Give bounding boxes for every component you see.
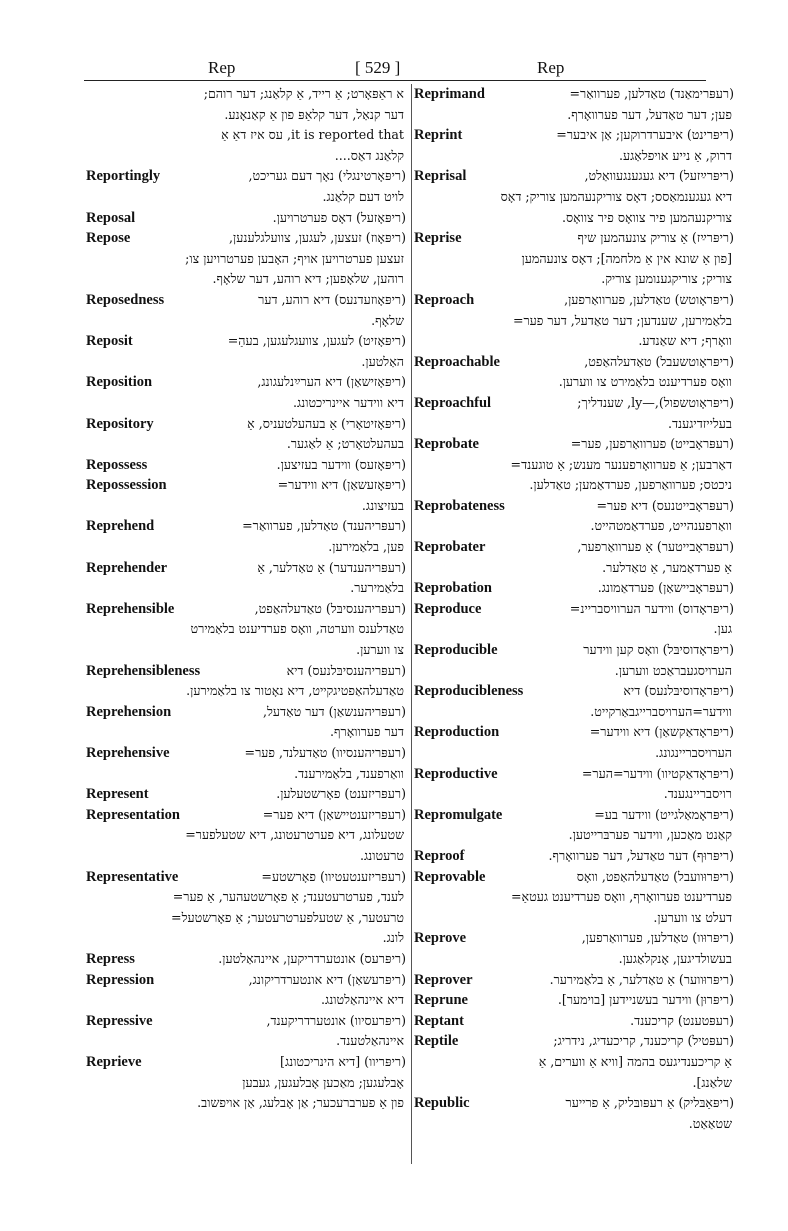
entry-first-line bbox=[86, 970, 406, 991]
entry-first-line bbox=[414, 228, 734, 249]
definition-line: פון אַ פערברעכער; אַן אָבלעג, אַן אויפשוב. bbox=[197, 1095, 404, 1111]
definition-line: שלאַנג]. bbox=[692, 1074, 732, 1090]
dictionary-entry-reprehension bbox=[86, 702, 406, 743]
definition-line: (ריפּראָדוסיבּל) וואָס קען ווידער bbox=[583, 642, 734, 658]
dictionary-entry-reproof bbox=[414, 846, 734, 867]
entry-first-line bbox=[414, 1093, 734, 1114]
entry-first-line bbox=[414, 84, 734, 105]
left-column bbox=[86, 84, 406, 1114]
dictionary-entry-reposal bbox=[86, 208, 406, 229]
running-head-right: Rep bbox=[537, 58, 565, 77]
dictionary-entry-reproachful bbox=[414, 393, 734, 434]
entry-first-line bbox=[414, 290, 734, 311]
dictionary-entry-reprehensive bbox=[86, 743, 406, 784]
definition-line: (רעפּריהענשאַן) דער טאַדעל, bbox=[263, 703, 406, 719]
headword: Repression bbox=[86, 971, 155, 988]
entry-first-line bbox=[86, 331, 406, 352]
dictionary-entry-repressive bbox=[86, 1011, 406, 1052]
entry-first-line bbox=[414, 990, 734, 1011]
entry-first-line bbox=[414, 1031, 734, 1052]
headword: Reprove bbox=[414, 930, 467, 947]
dictionary-entry-repression bbox=[86, 970, 406, 1011]
definition-line: טרעטער, אַ שטעלפערטרעטער; אַ פאָרשטעל= bbox=[171, 909, 404, 925]
dictionary-entry-reprobate bbox=[414, 434, 734, 496]
dictionary-entry-reposit bbox=[86, 331, 406, 372]
definition-line: (רעפּטיל) קריכענד, קריכעדיג, נידריג; bbox=[553, 1033, 734, 1049]
definition-line: (ריפּראָוטש) טאַדלען, פערוואַרפען, bbox=[564, 291, 734, 307]
headword: Reprobater bbox=[414, 539, 486, 556]
headword: Reproducible bbox=[414, 642, 498, 659]
dictionary-entry-reposedness bbox=[86, 290, 406, 331]
headword: Repromulgate bbox=[414, 806, 503, 823]
definition-line: (ריפּאָזיטאָרי) אַ בעהעלטעניס, אַ bbox=[247, 415, 406, 431]
definition-line: בלאַמירען, שענדען; דער טאַדעל, דער פער= bbox=[512, 312, 732, 328]
dictionary-entry-represent bbox=[86, 784, 406, 805]
definition-line: אַ פערדאַמער, אַ טאַדלער. bbox=[602, 559, 732, 575]
definition-line: רויסבריינגענד. bbox=[663, 786, 732, 802]
dictionary-entry-reprune bbox=[414, 990, 734, 1011]
definition-line: (רעפּריהענד) טאַדלען, פערוואַר= bbox=[242, 518, 406, 534]
definition-line: בעזיצונג. bbox=[361, 497, 404, 513]
entry-first-line bbox=[86, 455, 406, 476]
definition-line: שלאָף. bbox=[371, 312, 404, 328]
entry-first-line bbox=[414, 764, 734, 785]
entry-first-line bbox=[86, 784, 406, 805]
entry-first-line bbox=[86, 743, 406, 764]
entry-first-line bbox=[414, 352, 734, 373]
dictionary-entry-reprehensibleness bbox=[86, 661, 406, 702]
dictionary-entry-repossession bbox=[86, 475, 406, 516]
dictionary-entry-reproducible bbox=[414, 640, 734, 681]
header-rule bbox=[84, 80, 706, 81]
dictionary-entry-reproducibleness bbox=[414, 681, 734, 722]
entry-first-line bbox=[414, 640, 734, 661]
definition-line: (ריפּאָוזעדנעס) דיא רוהע, דער bbox=[258, 291, 406, 307]
dictionary-entry-representation bbox=[86, 805, 406, 867]
dictionary-entry-reprove bbox=[414, 928, 734, 969]
headword: Reprieve bbox=[86, 1053, 142, 1070]
dictionary-entry-reprovable bbox=[414, 867, 734, 929]
definition-line: (ריפּראָוטשפול),—ly, שענדליך; bbox=[577, 394, 734, 410]
entry-first-line bbox=[86, 516, 406, 537]
definition-line: (ריפּאָזעשאַן) דיא ווידער= bbox=[277, 477, 406, 493]
headword: Reprehend bbox=[86, 518, 155, 535]
definition-line: (רעפּרימאַנד) טאַדלען, פערוואַר= bbox=[569, 86, 734, 101]
definition-line: [פון אַ שונא אין אַ מלחמה]; דאָס צונעהמען bbox=[521, 250, 732, 266]
definition-line: וואַרפענד, בלאַמירענד. bbox=[294, 765, 404, 781]
headword: Reprehensible bbox=[86, 600, 175, 617]
entry-first-line bbox=[86, 372, 406, 393]
definition-line: דעלט צו ווערען. bbox=[653, 909, 732, 925]
headword: Reprobateness bbox=[414, 497, 505, 514]
headword: Reproach bbox=[414, 291, 475, 308]
headword: Reposal bbox=[86, 209, 136, 226]
definition-line: (ריפּרעס) אונטערדריקען, איינהאַלטען. bbox=[218, 950, 406, 966]
headword: Representation bbox=[86, 806, 180, 823]
headword: Repository bbox=[86, 415, 154, 432]
definition-line: דיא ווידער איינריכטונג. bbox=[292, 394, 404, 410]
dictionary-entry-republic bbox=[414, 1093, 734, 1134]
headword: Reptant bbox=[414, 1012, 464, 1029]
dictionary-entry-reprobater bbox=[414, 537, 734, 578]
definition-line: לויט דעם קלאַנג. bbox=[322, 188, 404, 204]
definition-line: שטעלונג, דיא פערטרעטונג, דיא שטעלפער= bbox=[185, 827, 404, 843]
dictionary-entry-representative bbox=[86, 867, 406, 949]
dictionary-entry-repose bbox=[86, 228, 406, 290]
entry-first-line bbox=[86, 661, 406, 682]
definition-line: (רעפּראָבייטער) אַ פערוואַרפער, bbox=[577, 539, 734, 555]
entry-first-line bbox=[86, 228, 406, 249]
definition-line: וואָס פערדיענט בלאַמירט צו ווערען. bbox=[558, 374, 732, 390]
definition-line: בלאַמירער. bbox=[350, 580, 404, 596]
headword: Reprobation bbox=[414, 580, 492, 597]
definition-line: (ריפּרוּוו) טאַדלען, פערוואַרפען, bbox=[581, 930, 734, 946]
definition-line: (ריפּרײַז) אַ צוריק צונעהמען שיף bbox=[577, 230, 734, 246]
headword: Repossession bbox=[86, 477, 167, 494]
entry-first-line bbox=[414, 928, 734, 949]
definition-line: (ריפּאַבּליק) אַ רעפּובּליק, אַ פרייער bbox=[565, 1095, 734, 1111]
definition-line: שטאַאַט. bbox=[688, 1115, 732, 1131]
definition-line: ניכטס; פערוואַרפען, פערדאַמען; טאַדלען. bbox=[529, 477, 732, 493]
dictionary-entry-reptile bbox=[414, 1031, 734, 1093]
dictionary-entry-repress bbox=[86, 949, 406, 970]
entry-first-line bbox=[414, 599, 734, 620]
definition-line: צו ווערען. bbox=[356, 642, 404, 658]
definition-line: (רעפּריהענסיוו) טאַדעלנד, פער= bbox=[244, 745, 406, 760]
entry-first-line bbox=[414, 805, 734, 826]
definition-line: (ריפּרוּווער) אַ טאַדלער, אַ בלאַמירער. bbox=[549, 971, 734, 987]
entry-first-line bbox=[414, 537, 734, 558]
definition-line: בעהעלטאָרט; אַ לאַגער. bbox=[286, 436, 404, 452]
headword: Reprisal bbox=[414, 168, 467, 185]
headword: Reproduce bbox=[414, 600, 482, 617]
definition-line: פערדיענט פערוואָרף, וואָס פערדיענט געטאַ= bbox=[510, 889, 732, 905]
dictionary-entry-reproduction bbox=[414, 722, 734, 763]
definition-line: דרוק, אַ נייע אויפלאַגע. bbox=[618, 147, 732, 163]
definition-line: איינהאַלטענד. bbox=[336, 1033, 404, 1049]
right-column bbox=[414, 84, 734, 1134]
headword: Reprobate bbox=[414, 436, 479, 453]
definition-line: (רעפּראָבייטנעס) דיא פער= bbox=[596, 497, 734, 513]
dictionary-entry-repromulgate bbox=[414, 805, 734, 846]
headword: Republic bbox=[414, 1095, 470, 1112]
definition-line: (ריפּרעשאַן) דיא אונטערדריקונג, bbox=[248, 971, 406, 987]
dictionary-entry-reprint bbox=[414, 125, 734, 166]
definition-line: (ריפּראָדאַקשאַן) דיא ווידער= bbox=[589, 724, 734, 740]
entry-first-line bbox=[414, 578, 734, 599]
entry-first-line bbox=[414, 125, 734, 146]
definition-line: קלאַנג דאַס.... bbox=[334, 147, 404, 163]
definition-line: א ראַפּאָרט; אַ רייד, אַ קלאַנג; דער רוהם; bbox=[203, 86, 404, 101]
headword: Reprehender bbox=[86, 559, 168, 576]
headword: Reposition bbox=[86, 374, 153, 391]
headword: Reprehensive bbox=[86, 745, 170, 761]
entry-first-line bbox=[414, 393, 734, 414]
definition-line: (ריפּראָוטשעבל) טאַדעלהאַפט, bbox=[584, 353, 734, 369]
headword: Reproducibleness bbox=[414, 683, 524, 700]
definition-line: גען. bbox=[713, 621, 732, 637]
definition-line: (ריפּאָרטינגלי) נאָך דעם געריכט, bbox=[248, 168, 406, 184]
entry-first-line bbox=[86, 867, 406, 888]
headword: Representative bbox=[86, 868, 179, 885]
definition-line: צוריקנעהמען פיר צוואָס פיר צוואָס. bbox=[561, 209, 732, 225]
definition-line: לונג. bbox=[382, 930, 404, 946]
dictionary-entry-reprehend bbox=[86, 516, 406, 557]
headword: Reproduction bbox=[414, 724, 500, 741]
headword: Repress bbox=[86, 950, 135, 967]
dictionary-entry-reproductive bbox=[414, 764, 734, 805]
definition-line: (ריפּרוּוועבל) טאַדעלהאַפט, וואָס bbox=[576, 868, 734, 884]
definition-line: (ריפּריוו) [דיא הינריכטונג] bbox=[280, 1053, 406, 1069]
definition-line: (ריפּאָזיט) לעגען, צוועגלעגען, בעהַ= bbox=[227, 333, 406, 349]
definition-line: ווידער=הערויסברייגבאַרקייט. bbox=[590, 703, 732, 719]
definition-line: (ריפּרעסיוו) אונטערדריקענד, bbox=[266, 1012, 406, 1028]
definition-line: (ריפּראָדוס) ווידער הערוויסבריינ= bbox=[569, 600, 734, 616]
definition-line: (ריפּאָזעל) דאָס פערטרויען. bbox=[272, 209, 406, 225]
definition-line: (רעפּראָבייט) פערוואַרפען, פער= bbox=[570, 436, 734, 452]
running-head-left: Rep bbox=[208, 58, 236, 77]
definition-line: (ריפּאָוז) זעצען, לעגען, צוועלגלענען, bbox=[229, 230, 406, 246]
definition-line: טאַדעלהאַפטיגקייט, דיא נאָטור צו בלאַמירען. bbox=[186, 683, 404, 699]
entry-first-line bbox=[86, 290, 406, 311]
definition-line: אַ קריכענדיגעס בהמה [וויא אַ ווערים, אַ bbox=[538, 1053, 732, 1069]
entry-first-line bbox=[414, 681, 734, 702]
definition-line: אָבלעגען; מאַכען אָבלעגען, געבען bbox=[242, 1074, 404, 1090]
definition-line: דיא געגענמאַסס; דאָס צוריקנעהמען צוריק; דאָס bbox=[500, 188, 732, 204]
entry-first-line bbox=[414, 970, 734, 991]
headword: Repossess bbox=[86, 456, 148, 473]
dictionary-entry-reported-cont bbox=[86, 84, 406, 166]
definition-line: (רעפּריהענדער) אַ טאַדלער, אַ bbox=[257, 559, 406, 575]
dictionary-entry-reprise bbox=[414, 228, 734, 290]
definition-line: (רעפּריזענטעטיוו) פאָרשטע= bbox=[261, 868, 406, 884]
definition-line: רוהען, שלאָפען; דיא רוהע, דער שלאָף. bbox=[212, 271, 404, 287]
headword: Reproductive bbox=[414, 765, 498, 782]
headword: Reproachable bbox=[414, 353, 500, 370]
dictionary-entry-repossess bbox=[86, 455, 406, 476]
dictionary-entry-reprover bbox=[414, 970, 734, 991]
dictionary-entry-reprisal bbox=[414, 166, 734, 228]
dictionary-entry-reprehensible bbox=[86, 599, 406, 661]
entry-first-line bbox=[414, 434, 734, 455]
headword: Reprune bbox=[414, 992, 468, 1009]
definition-line: צוריק; צוריקגענומען צוריק. bbox=[601, 271, 732, 287]
headword: Reproof bbox=[414, 847, 465, 864]
definition-line: (ריפּרוּף) דער טאַדעל, דער פערוואָרף. bbox=[548, 847, 734, 863]
definition-line: טרעטונג. bbox=[359, 847, 404, 863]
dictionary-entry-reproach bbox=[414, 290, 734, 352]
entry-first-line bbox=[414, 166, 734, 187]
entry-first-line bbox=[86, 414, 406, 435]
definition-line: (ריפּאָזעס) ווידער בעזיצען. bbox=[276, 456, 406, 472]
dictionary-entry-reprimand bbox=[414, 84, 734, 125]
definition-line: (ריפּאָזישאַן) דיא הערײַנלעגונג, bbox=[257, 374, 406, 390]
column-divider bbox=[411, 84, 412, 1164]
definition-line: דער קנאַל, דער קלאַפּ פון אַ קאַנאָנע. bbox=[224, 106, 404, 122]
entry-first-line bbox=[86, 475, 406, 496]
definition-line: (רעפּריהענסיבּל) טאַדעלהאַפט, bbox=[254, 600, 406, 616]
dictionary-entry-reportingly bbox=[86, 166, 406, 207]
definition-line: וואָרף; דיא שאַנדע. bbox=[638, 333, 732, 349]
headword: Reproachful bbox=[414, 394, 492, 411]
headword: Reprovable bbox=[414, 868, 486, 885]
definition-line: (ריפּראָדאַקטיוו) ווידער=הער= bbox=[581, 765, 734, 781]
entry-first-line bbox=[414, 867, 734, 888]
headword: Repressive bbox=[86, 1012, 153, 1029]
definition-line: זעצען פערטרויען אויף; האָבען פערטרויען צו; bbox=[185, 250, 404, 266]
entry-first-line bbox=[86, 805, 406, 826]
entry-first-line bbox=[86, 599, 406, 620]
definition-line: בעשולדיגען, אָנקלאַגען. bbox=[618, 950, 732, 966]
dictionary-entry-reprobation bbox=[414, 578, 734, 599]
definition-line: דיא איינהאַלטונג. bbox=[321, 992, 404, 1008]
definition-line: (רעפּראָביישאַן) פערדאַמונג. bbox=[597, 580, 734, 596]
dictionary-entry-reproduce bbox=[414, 599, 734, 640]
dictionary-entry-reptant bbox=[414, 1011, 734, 1032]
definition-line: קאַנט מאַכען, ווידער פערבּרייטען. bbox=[568, 827, 732, 843]
headword: Reprimand bbox=[414, 86, 485, 102]
entry-first-line bbox=[414, 722, 734, 743]
headword: Repose bbox=[86, 230, 131, 247]
dictionary-entry-repository bbox=[86, 414, 406, 455]
dictionary-entry-reposition bbox=[86, 372, 406, 413]
dictionary-entry-reproachable bbox=[414, 352, 734, 393]
definition-line: (ריפּרינט) איבערדרוקען; אַן איבער= bbox=[556, 127, 734, 143]
headword: Reportingly bbox=[86, 168, 161, 185]
headword: Represent bbox=[86, 786, 149, 803]
headword: Reprise bbox=[414, 230, 462, 247]
definition-line: (ריפּרוּן) ווידער בעשניידען [בוימער]. bbox=[557, 992, 734, 1008]
entry-first-line bbox=[86, 1011, 406, 1032]
definition-line: דאַרבען; אַ פערוואָרפענער מענש; אַ טוגענד= bbox=[510, 456, 732, 472]
entry-first-line bbox=[86, 949, 406, 970]
definition-line: וואַרפענהייט, פערדאַמטהייט. bbox=[590, 518, 732, 534]
definition-line: דער פערוואָרף. bbox=[329, 724, 404, 740]
definition-line: (רעפּריהענסיבּלנעס) דיא bbox=[286, 662, 406, 678]
entry-first-line bbox=[86, 1052, 406, 1073]
definition-line: (ריפּראָמאַלגייט) ווידער בע= bbox=[594, 806, 734, 822]
definition-line: (רעפּריזענטיישאַן) דיא פער= bbox=[262, 806, 406, 822]
entry-first-line bbox=[86, 702, 406, 723]
definition-line: (רעפּריזענט) פאָרשטעלען. bbox=[276, 786, 406, 802]
entry-first-line bbox=[86, 208, 406, 229]
headword: Reposedness bbox=[86, 291, 165, 308]
definition-line: (ריפּראָדוסיבּלנעס) דיא bbox=[623, 683, 734, 699]
page-number: [ 529 ] bbox=[355, 58, 401, 77]
entry-first-line bbox=[414, 846, 734, 867]
entry-first-line bbox=[414, 1011, 734, 1032]
entry-first-line bbox=[86, 558, 406, 579]
definition-line: (ריפּרײַזעל) דיא געגענגעוואַלט, bbox=[584, 168, 734, 184]
definition-line: פען, בלאַמירען. bbox=[328, 539, 404, 555]
headword: Reprehensibleness bbox=[86, 662, 201, 679]
dictionary-entry-reprieve bbox=[86, 1052, 406, 1114]
definition-line: טאַדלענס ווערטה, וואָס פערדיענט בלאַמירט bbox=[190, 621, 404, 637]
definition-line: (רעפּטענט) קריכענד. bbox=[630, 1012, 734, 1028]
headword: Reprint bbox=[414, 127, 463, 144]
definition-line: בעלייזדיגענד. bbox=[667, 415, 732, 431]
entry-first-line bbox=[86, 166, 406, 187]
definition-line: האַלטען. bbox=[361, 353, 404, 369]
definition-line: פען; דער טאַדעל, דער פערוואָרף. bbox=[567, 106, 732, 122]
entry-first-line bbox=[414, 496, 734, 517]
headword: Reprover bbox=[414, 971, 473, 988]
definition-line: הערויסבריינגונג. bbox=[655, 745, 732, 760]
definition-line: הערויסגעבראַכט ווערען. bbox=[614, 662, 732, 678]
headword: Reposit bbox=[86, 333, 133, 350]
headword: Reprehension bbox=[86, 703, 172, 720]
dictionary-entry-reprehender bbox=[86, 558, 406, 599]
dictionary-entry-reprobateness bbox=[414, 496, 734, 537]
definition-line: it is reported that, עס איז דאַ אַ bbox=[221, 127, 404, 143]
headword: Reptile bbox=[414, 1033, 459, 1050]
definition-line: לענד, פערטרעטענד; אַ פאָרשטעהער, אַ פער= bbox=[172, 889, 404, 905]
